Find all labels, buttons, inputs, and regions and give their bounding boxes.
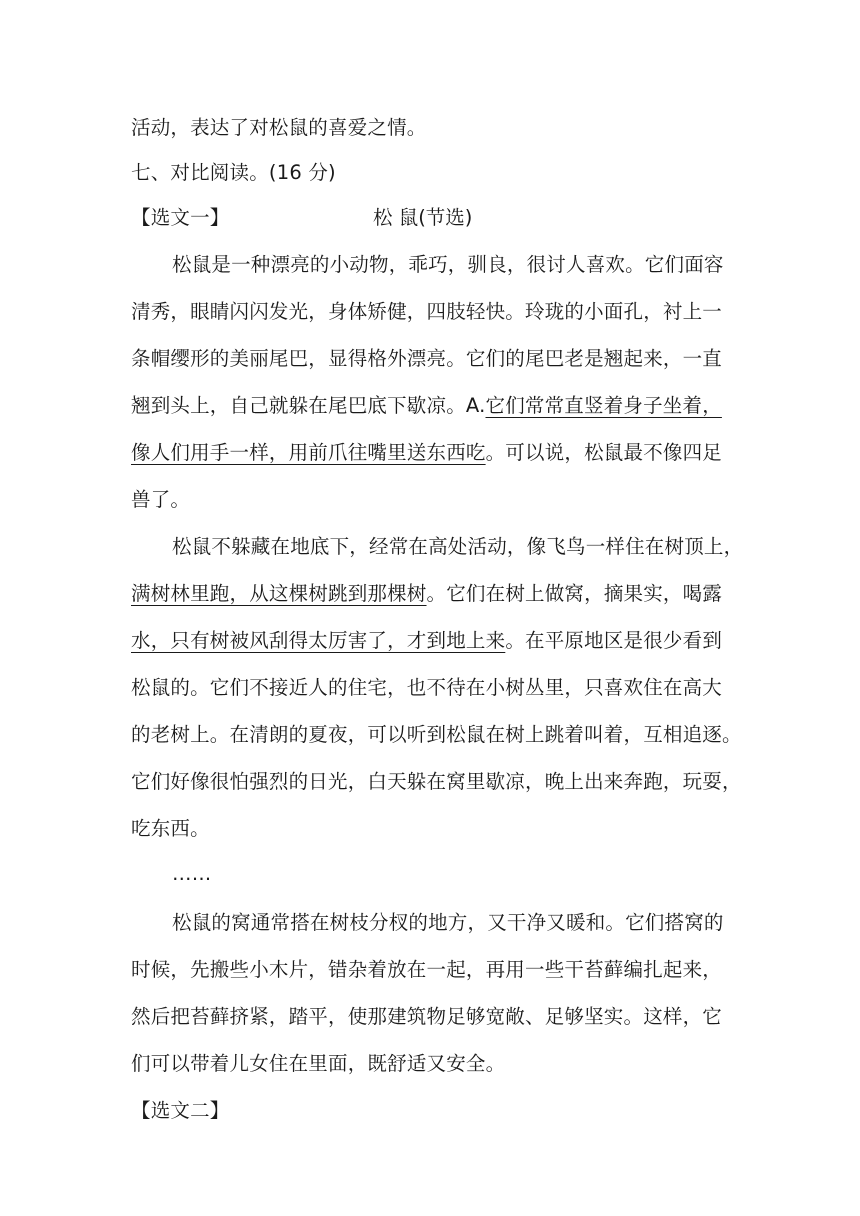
underlined-sentence-a-cont: 像人们用手一样，用前爪往嘴里送东西吃 (131, 441, 486, 464)
ellipsis-line: …… (172, 862, 212, 885)
underlined-sentence-b: 满树林里跑，从这棵树跳到那棵树 (131, 582, 427, 605)
text-segment: 。在平原地区是很少看到 (505, 629, 723, 652)
underlined-sentence-b-cont: 水，只有树被风刮得太厉害了，才到地上来 (131, 629, 506, 652)
passage-two-label: 【选文二】 (131, 1099, 230, 1122)
text-line: 的老树上。在清朗的夏夜，可以听到松鼠在树上跳着叫着，互相追逐。 (131, 723, 742, 746)
text-line: 然后把苔藓挤紧，踏平，使那建筑物足够宽敞、足够坚实。这样，它 (131, 1005, 723, 1028)
underlined-sentence-a: 它们常常直竖着身子坐着， (485, 394, 722, 417)
text-line: 条帽缨形的美丽尾巴，显得格外漂亮。它们的尾巴老是翘起来，一直 (131, 347, 723, 370)
text-line: 松鼠的窝通常搭在树枝分杈的地方，又干净又暖和。它们搭窝的 (172, 911, 724, 934)
text-line: 兽了。 (131, 488, 191, 511)
text-line (131, 440, 722, 466)
text-line: 活动，表达了对松鼠的喜爱之情。 (131, 116, 427, 139)
text-segment: 翘到头上，自己就躲在尾巴底下歇凉。A. (131, 394, 486, 417)
text-line: 们可以带着儿女住在里面，既舒适又安全。 (131, 1052, 506, 1075)
text-line: 松鼠不躲藏在地底下，经常在高处活动，像飞鸟一样住在树顶上， (172, 535, 744, 558)
passage-one-label: 【选文一】 (131, 206, 230, 229)
text-segment: 。可以说，松鼠最不像四足 (485, 441, 723, 464)
text-line: 吃东西。 (131, 817, 210, 840)
text-line (131, 628, 722, 654)
text-line: 清秀，眼睛闪闪发光，身体矫健，四肢轻快。玲珑的小面孔，衬上一 (131, 300, 723, 323)
passage-one-title: 松 鼠(节选) (373, 206, 473, 229)
text-line: 它们好像很怕强烈的日光，白天躲在窝里歇凉，晚上出来奔跑，玩耍， (131, 770, 742, 793)
text-line: 松鼠的。它们不接近人的住宅，也不待在小树丛里，只喜欢住在高大 (131, 676, 723, 699)
text-line: 松鼠是一种漂亮的小动物，乖巧，驯良，很讨人喜欢。它们面容 (172, 253, 724, 276)
text-segment: 。它们在树上做窝，摘果实，喝露 (426, 582, 723, 605)
text-line (131, 393, 722, 419)
section-heading: 七、对比阅读。(16 分) (131, 161, 336, 184)
text-line (131, 581, 722, 607)
text-line: 时候，先搬些小木片，错杂着放在一起，再用一些干苔藓编扎起来， (131, 958, 723, 981)
